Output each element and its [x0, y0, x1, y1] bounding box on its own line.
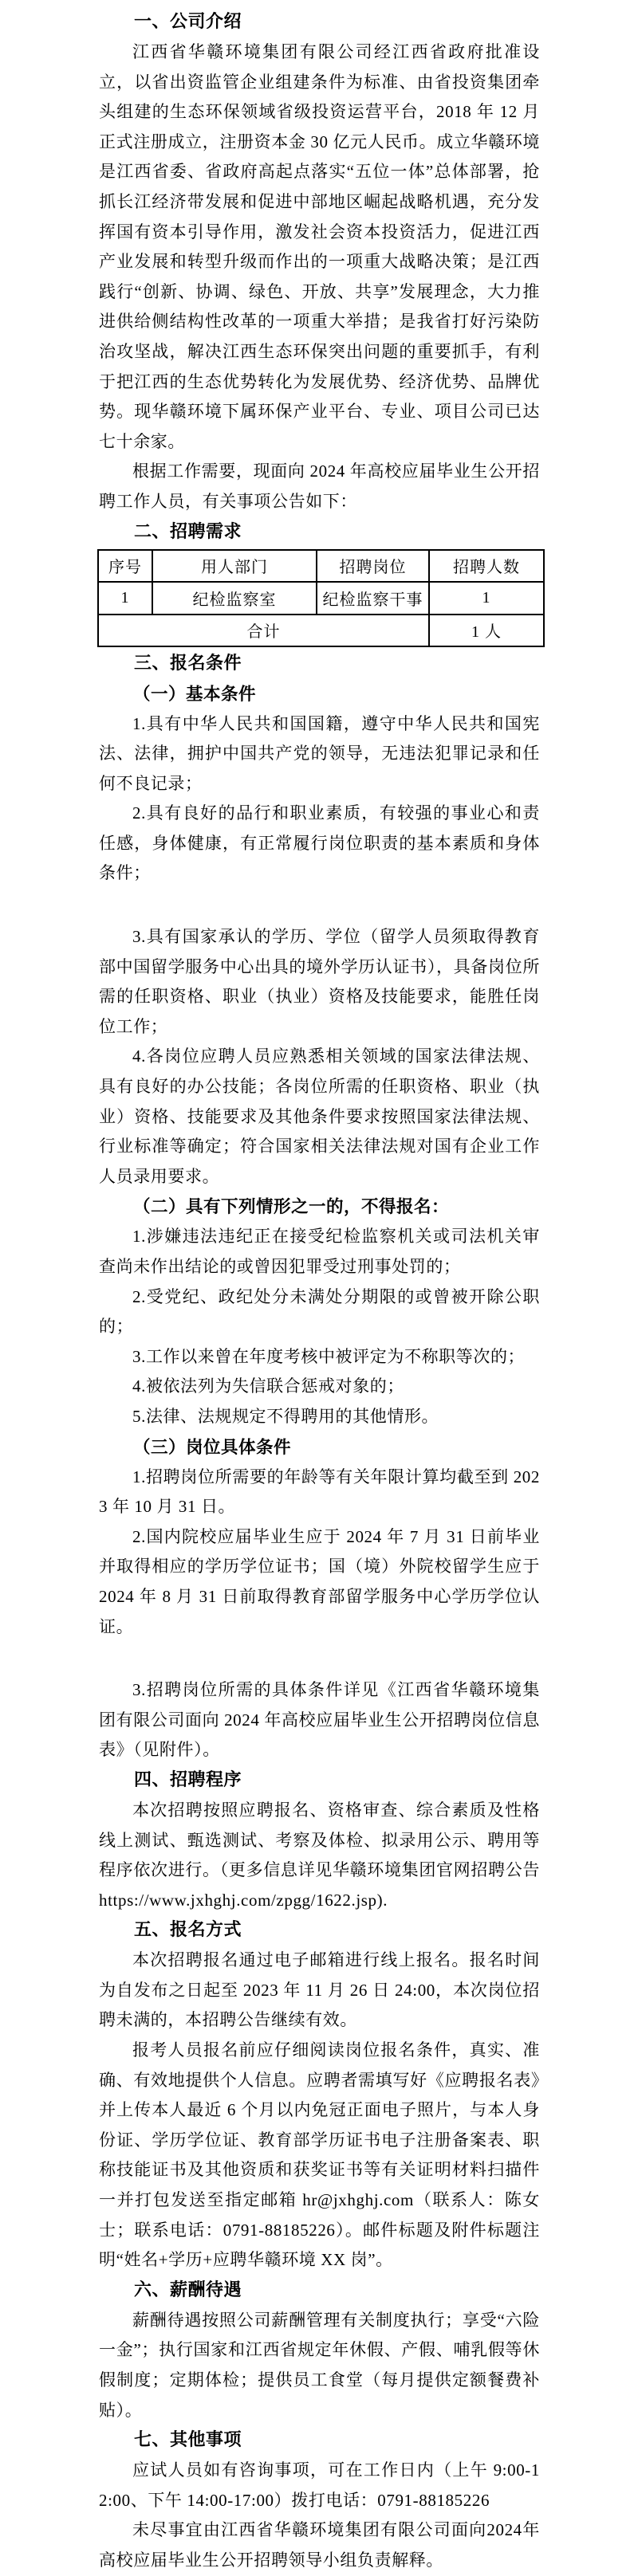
page-break-gap — [99, 1642, 540, 1675]
list-item: 4.各岗位应聘人员应熟悉相关领域的国家法律法规、具有良好的办公技能；各岗位所需的任职资格、职业（执业）资格、技能要求及其他条件要求按照国家法律法规、行业标准等确定；符合国家相关法律法规对国有企业工作人员录用要求。 — [99, 1046, 540, 1186]
table-header-row — [98, 550, 544, 582]
table-total-row — [98, 615, 544, 646]
subsection-disqualifying-conditions — [99, 1192, 540, 1431]
table-header-cell: 用人部门 — [152, 550, 317, 582]
section-heading: 三、报名条件 — [134, 653, 242, 673]
list-item: 3.工作以来曾在年度考核中被评定为不称职等次的； — [132, 1346, 526, 1366]
subsection-post-specific-conditions — [99, 1432, 540, 1765]
subsection-heading: （二）具有下列情形之一的，不得报名： — [133, 1197, 450, 1217]
section-heading: 七、其他事项 — [134, 2430, 242, 2451]
paragraph: 本次招聘按照应聘报名、资格审查、综合素质及性格线上测试、甄选测试、考察及体检、拟录用公示、聘用等程序依次进行。（更多信息详见华赣环境集团官网招聘公告 https://www.jxhghj.com/zpgg/1622.jsp). — [99, 1800, 540, 1910]
table-header-cell: 序号 — [98, 550, 152, 582]
list-item: 4.被依法列为失信联合惩戒对象的； — [132, 1376, 404, 1396]
list-item: 2.国内院校应届毕业生应于 2024 年 7 月 31 日前毕业并取得相应的学历学位证书；国（境）外院校留学生应于 2024 年 8 月 31 日前取得教育部留学服务中心学历学位认证。 — [99, 1526, 540, 1636]
page-break-gap — [99, 889, 540, 922]
list-item: 5.法律、法规规定不得聘用的其他情形。 — [132, 1406, 439, 1426]
paragraph: 江西省华赣环境集团有限公司经江西省政府批准设立，以省出资监管企业组建条件为标准、由省投资集团牵头组建的生态环保领域省级投资运营平台，2018 年 12 月正式注册成立，注册资本金 30 亿元人民币。成立华赣环境是江西省委、省政府高起点落实“五位一体”总体部署，抢抓长江经济带发展和促进中部地区崛起战略机遇，充分发挥国有资本引导作用，激发社会资本投资活力，促进江西产业发展和转型升级而作出的一项重大战略决策；是江西践行“创新、协调、绿色、开放、共享”发展理念，大力推进供给侧结构性改革的一项重大举措；是我省打好污染防治攻坚战，解决江西生态环保突出问题的重要抓手，有利于把江西的生态优势转化为发展优势、经济优势、品牌优势。现华赣环境下属环保产业平台、专业、项目公司已达七十余家。 — [99, 42, 540, 451]
list-item: 3.招聘岗位所需的具体条件详见《江西省华赣环境集团有限公司面向 2024 年高校应届毕业生公开招聘岗位信息表》（见附件）。 — [99, 1680, 540, 1760]
paragraph: 未尽事宜由江西省华赣环境集团有限公司面向2024年高校应届毕业生公开招聘领导小组负责解释。 — [99, 2520, 540, 2570]
paragraph: 薪酬待遇按照公司薪酬管理有关制度执行；享受“六险一金”；执行国家和江西省规定年休假、产假、哺乳假等休假制度；定期体检；提供员工食堂（每月提供定额餐费补贴）。 — [99, 2310, 540, 2420]
table-header-cell: 招聘岗位 — [317, 550, 429, 582]
list-item: 1.具有中华人民共和国国籍，遵守中华人民共和国宪法、法律，拥护中国共产党的领导，无违法犯罪记录和任何不良记录； — [99, 713, 540, 793]
section-other-matters — [99, 2425, 540, 2575]
list-item: 1.涉嫌违法违纪正在接受纪检监察机关或司法机关审查尚未作出结论的或曾因犯罪受过刑事处罚的； — [99, 1227, 540, 1276]
recruitment-table — [97, 549, 545, 647]
list-item: 2.受党纪、政纪处分未满处分期限的或曾被开除公职的； — [99, 1286, 540, 1337]
table-cell: 纪检监察室 — [152, 582, 317, 615]
section-recruitment-procedure — [99, 1765, 540, 1915]
table-cell: 纪检监察干事 — [317, 582, 429, 615]
subsection-heading: （三）岗位具体条件 — [133, 1437, 292, 1457]
list-item: 1.招聘岗位所需要的年龄等有关年限计算均截至到 2023 年 10 月 31 日。 — [99, 1467, 540, 1517]
section-company-intro — [99, 7, 540, 517]
table-row — [98, 582, 544, 615]
section-heading: 五、报名方式 — [134, 1920, 242, 1941]
section-heading: 六、薪酬待遇 — [134, 2280, 242, 2300]
table-total-label: 合计 — [98, 615, 429, 646]
paragraph: 根据工作需要，现面向 2024 年高校应届毕业生公开招聘工作人员，有关事项公告如下： — [99, 461, 540, 511]
section-application-conditions — [99, 649, 540, 1765]
list-item: 3.具有国家承认的学历、学位（留学人员须取得教育部中国留学服务中心出具的境外学历认证书），具备岗位所需的任职资格、职业（执业）资格及技能要求，能胜任岗位工作； — [99, 927, 540, 1036]
section-recruitment-demand — [99, 517, 540, 647]
section-heading: 四、招聘程序 — [134, 1769, 242, 1790]
table-cell: 1 — [98, 582, 152, 615]
paragraph: 报考人员报名前应仔细阅读岗位报名条件，真实、准确、有效地提供个人信息。应聘者需填写好《应聘报名表》并上传本人最近 6 个月以内免冠正面电子照片，与本人身份证、学历学位证、教育部学历证书电子注册备案表、职称技能证书及其他资质和获奖证书等有关证明材料扫描件一并打包发送至指定邮箱 hr@jxhghj.com（联系人：陈女士；联系电话：0791-88185226）。邮件标题及附件标题注明“姓名+学历+应聘华赣环境 XX 岗”。 — [99, 2040, 540, 2270]
table-header-cell: 招聘人数 — [429, 550, 544, 582]
paragraph: 本次招聘报名通过电子邮箱进行线上报名。报名时间为自发布之日起至 2023 年 11 月 26 日 24:00，本次岗位招聘未满的，本招聘公告继续有效。 — [99, 1950, 540, 2030]
table-cell: 1 — [429, 582, 544, 615]
paragraph: 应试人员如有咨询事项，可在工作日内（上午 9:00-12:00、下午 14:00-17:00）拨打电话：0791-88185226 — [99, 2460, 540, 2510]
section-salary-benefits — [99, 2276, 540, 2425]
section-heading: 一、公司介绍 — [134, 12, 242, 32]
subsection-basic-conditions — [99, 679, 540, 1192]
table-total-value: 1 人 — [429, 615, 544, 646]
subsection-heading: （一）基本条件 — [133, 684, 257, 704]
list-item: 2.具有良好的品行和职业素质，有较强的事业心和责任感，身体健康，有正常履行岗位职责的基本素质和身体条件； — [99, 803, 540, 883]
section-heading: 二、招聘需求 — [134, 521, 242, 542]
section-application-method — [99, 1915, 540, 2276]
